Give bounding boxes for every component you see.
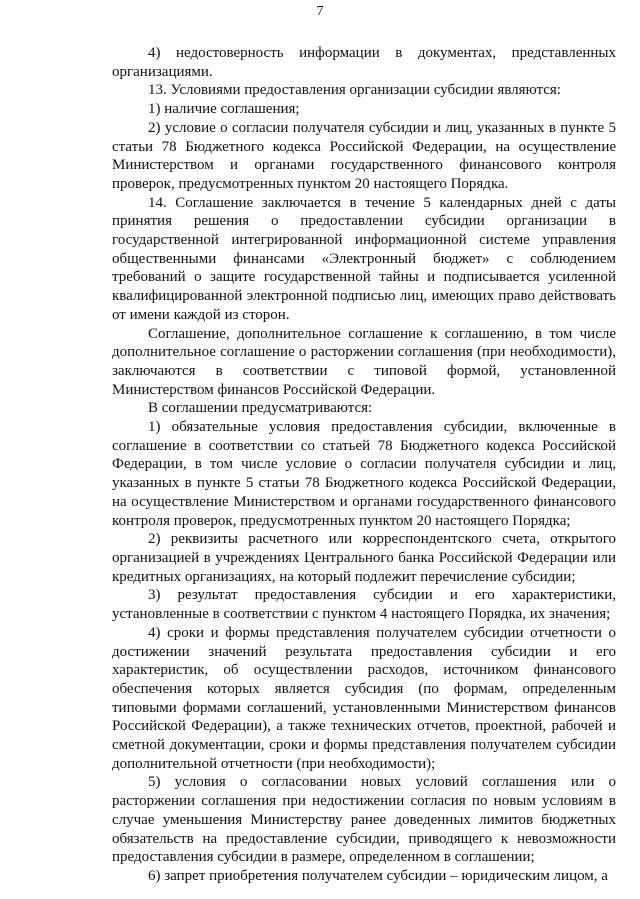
paragraph-provision-3: 3) результат предоставления субсидии и его характеристики, установленные в соответствии с пунктом 4 настоящего Порядка, их значения; xyxy=(112,587,616,623)
paragraph-provision-1: 1) обязательные условия предоставления субсидии, включенные в соглашение в соответствии со статьей 78 Бюджетного кодекса Российской Федерации, в том числе условие о согласии получателя субсидии и лиц, указанных в пункте 5 статьи 78 Бюджетного кодекса Российской Федерации, на осуществление Министерством и органами государственного финансового контроля проверок, предусмотренных пунктом 20 настоящего Порядка; xyxy=(112,419,616,529)
paragraph-provision-4: 4) сроки и формы представления получателем субсидии отчетности о достижении значений результата предоставления субсидии и его характеристик, об осуществлении расходов, источником финансового обеспечения которых является субсидия (по формам, определенным типовыми формами соглашений, установленными Министерством финансов Российской Федерации), а также технических отчетов, проектной, рабочей и сметной документации, сроки и формы представления получателем субсидии дополнительной отчетности (при необходимости); xyxy=(112,624,616,772)
paragraph-provision-6: 6) запрет приобретения получателем субсидии – юридическим лицом, а xyxy=(148,867,608,884)
paragraph-item-4-unreliable-info: 4) недостоверность информации в документах, представленных организациями. xyxy=(112,45,616,80)
paragraph-condition-1: 1) наличие соглашения; xyxy=(148,101,300,118)
paragraph-clause-13: 13. Условиями предоставления организации субсидии являются: xyxy=(148,82,561,99)
paragraph-clause-14: 14. Соглашение заключается в течение 5 календарных дней с даты принятия решения о предоставлении субсидии организации в государственной интегрированной информационной системе управления общественными финансами «Электронный бюджет» с соблюдением требований о защите государственной тайны и подписывается усиленной квалифицированной электронной подписью лиц, имеющих право действовать от имени каждой из сторон. xyxy=(112,194,616,323)
document-body xyxy=(112,44,616,886)
paragraph-agreement-forms: Соглашение, дополнительное соглашение к соглашению, в том числе дополнительное соглашение о расторжении соглашения (при необходимости), заключаются в соответствии с типовой формой, установленной Министерством финансов Российской Федерации. xyxy=(112,325,616,398)
paragraph-condition-2: 2) условие о согласии получателя субсидии и лиц, указанных в пункте 5 статьи 78 Бюджетного кодекса Российской Федерации, на осуществление Министерством и органами государственного финансового контроля проверок, предусмотренных пунктом 20 настоящего Порядка. xyxy=(112,119,616,192)
paragraph-provision-2: 2) реквизиты расчетного или корреспондентского счета, открытого организацией в учреждениях Центрального банка Российской Федерации или кредитных организациях, на который подлежит перечисление субсидии; xyxy=(112,531,616,585)
paragraph-provision-5: 5) условия о согласовании новых условий соглашения или о расторжении соглашения при недостижении согласия по новым условиям в случае уменьшения Министерству ранее доведенных лимитов бюджетных обязательств на предоставление субсидии, приводящего к невозможности предоставления субсидии в размере, определенном в соглашении; xyxy=(112,774,616,866)
page-number: 7 xyxy=(316,4,324,19)
paragraph-agreement-provisions-intro: В соглашении предусматриваются: xyxy=(148,400,373,417)
